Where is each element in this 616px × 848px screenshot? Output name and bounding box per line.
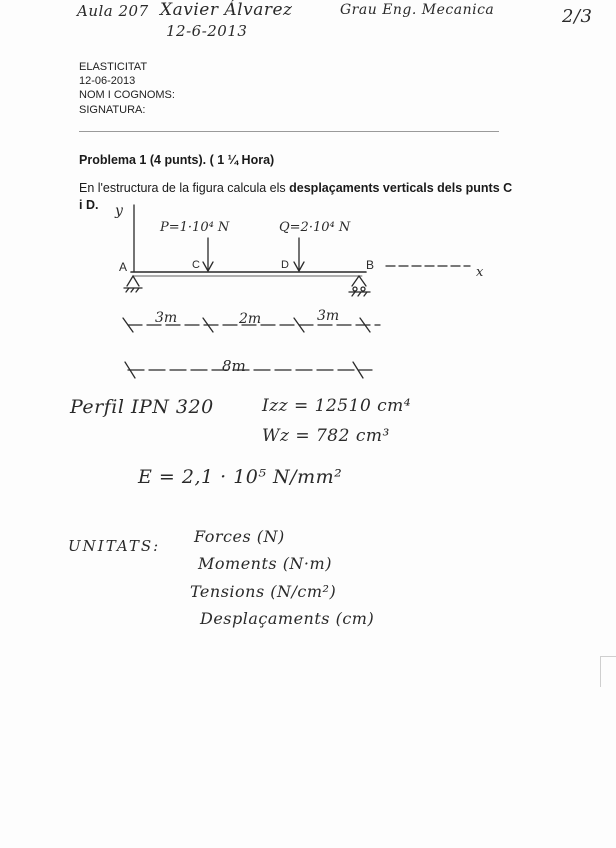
support-b-symbol [352, 276, 366, 286]
point-a-label: A [119, 260, 128, 274]
student-name: Xavier Álvarez [160, 0, 293, 20]
x-axis-label: x [476, 265, 484, 280]
dimension-8m: 8m [222, 357, 246, 375]
profile-label: Perfil IPN 320 [70, 396, 214, 418]
point-c-label: C [192, 259, 200, 271]
load-p-label: P=1·10⁴ N [160, 220, 230, 235]
dimension-3m-right: 3m [317, 308, 340, 324]
exam-date: 12-06-2013 [79, 75, 136, 87]
y-axis-label: y [115, 203, 123, 219]
point-d-label: D [281, 259, 289, 271]
inertia-value: Izz = 12510 cm⁴ [262, 396, 412, 416]
units-tensions: Tensions (N/cm²) [190, 582, 337, 601]
classroom-label: Aula 207 [77, 2, 149, 20]
support-a-symbol [127, 276, 139, 286]
name-field-label: NOM I COGNOMS: [79, 89, 175, 101]
point-b-label: B [366, 258, 375, 272]
section-modulus-value: Wz = 782 cm³ [262, 426, 390, 446]
page-number: 2/3 [562, 6, 593, 27]
support-b-roller [361, 287, 365, 291]
units-forces: Forces (N) [194, 527, 285, 546]
signature-field-label: SIGNATURA: [79, 104, 146, 116]
support-b-roller [353, 287, 357, 291]
statement-text: En l'estructura de la figura calcula els [79, 181, 290, 195]
units-label: UNITATS: [68, 537, 161, 555]
load-q-label: Q=2·10⁴ N [279, 220, 351, 235]
dimension-3m-left: 3m [155, 310, 178, 326]
statement-emphasis: desplaçaments verticals dels punts C i D. [79, 181, 513, 212]
problem-title: Problema 1 (4 punts). ( 1 ¼ Hora) [79, 153, 275, 167]
subject-title: ELASTICITAT [79, 61, 148, 73]
handwritten-date: 12-6-2013 [166, 22, 248, 40]
units-displacements: Desplaçaments (cm) [200, 609, 375, 628]
scan-edge-mark [600, 656, 616, 687]
units-moments: Moments (N·m) [198, 554, 332, 573]
young-modulus-value: E = 2,1 · 10⁵ N/mm² [138, 466, 343, 488]
degree-label: Grau Eng. Mecanica [340, 2, 495, 18]
dimension-2m: 2m [239, 311, 262, 327]
